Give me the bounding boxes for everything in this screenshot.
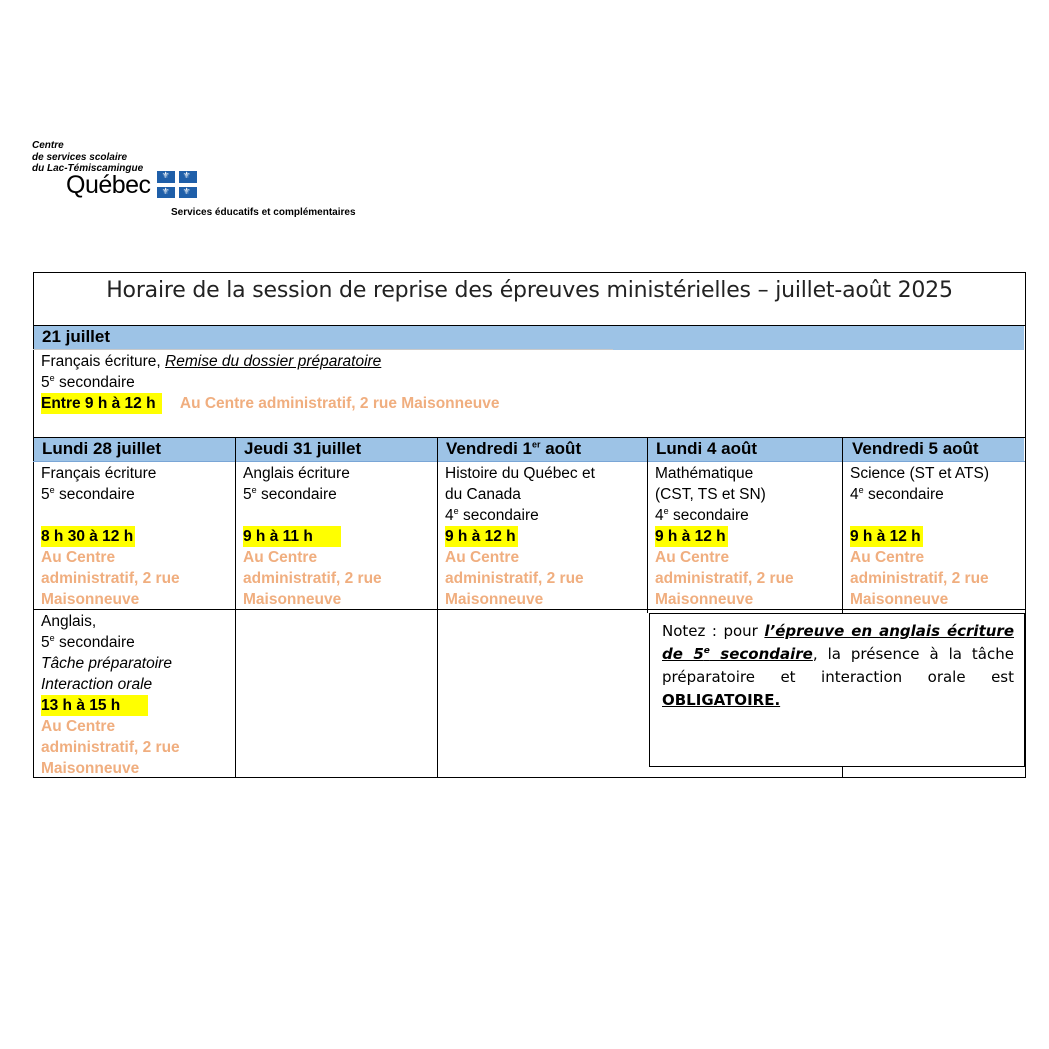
first-day-time: Entre 9 h à 12 h <box>41 393 162 414</box>
exam-subject: Science (ST et ATS) <box>850 465 989 482</box>
day-header-vendredi-1er-aout: Vendredi 1er août <box>446 439 582 458</box>
exam-place-line-2: administratif, 2 rue <box>445 570 584 587</box>
day-header-lundi-4-aout: Lundi 4 août <box>656 439 758 458</box>
exam-subject-line-2: du Canada <box>445 486 521 503</box>
day-header-21-juillet: 21 juillet <box>34 326 1024 350</box>
exam-subject-line-2: (CST, TS et SN) <box>655 486 766 503</box>
exam-subject-line-1: Mathématique <box>655 465 754 482</box>
exam-subject: Anglais écriture <box>243 465 350 482</box>
exam-level: 5e secondaire <box>41 632 135 651</box>
day-header-vendredi-5-aout: Vendredi 5 août <box>852 439 979 458</box>
organization-logo <box>32 140 356 218</box>
note-emphasis: l’épreuve en anglais écriture de 5e secondaire <box>662 622 1014 663</box>
exam-place-line-3: Maisonneuve <box>445 591 544 608</box>
exam-level: 5e secondaire <box>243 484 337 503</box>
exam-place-line-3: Maisonneuve <box>850 591 949 608</box>
exam-place-line-3: Maisonneuve <box>655 591 754 608</box>
exam-time: 9 h à 11 h <box>243 526 341 547</box>
exam-cell-lundi-28-juillet <box>41 463 180 610</box>
exam-cell-vendredi-1er-aout <box>445 463 595 610</box>
exam-place-line-1: Au Centre <box>850 549 925 566</box>
exam-cell-vendredi-5-aout <box>850 463 989 610</box>
exam-task-2: Interaction orale <box>41 676 153 693</box>
exam-place-line-1: Au Centre <box>445 549 520 566</box>
note-lead: Notez : pour <box>662 622 765 640</box>
exam-place-line-3: Maisonneuve <box>41 591 140 608</box>
exam-level: 4e secondaire <box>655 505 749 524</box>
first-day-subject: Français écriture, Remise du dossier préparatoire <box>41 353 382 370</box>
exam-place-line-2: administratif, 2 rue <box>850 570 989 587</box>
exam-cell-jeudi-31-juillet <box>243 463 382 610</box>
exam-place-line-1: Au Centre <box>243 549 318 566</box>
fleur-de-lys-icon: ⚜ <box>161 171 170 181</box>
department-name: Services éducatifs et complémentaires <box>171 207 356 218</box>
exam-subject-line-1: Histoire du Québec et <box>445 465 595 482</box>
exam-time: 9 h à 12 h <box>445 528 516 545</box>
exam-time: 13 h à 15 h <box>41 695 148 716</box>
note-body: , la présence à la tâche préparatoire et interaction orale est <box>662 645 1014 686</box>
day-header-lundi-28-juillet: Lundi 28 juillet <box>42 439 162 458</box>
exam-place-line-3: Maisonneuve <box>41 760 140 777</box>
exam-place-line-1: Au Centre <box>41 549 116 566</box>
org-name <box>32 140 143 175</box>
note-obligatoire: OBLIGATOIRE. <box>662 691 781 709</box>
schedule-title: Horaire de la session de reprise des épreuves ministérielles – juillet-août 2025 <box>106 278 953 303</box>
first-day-cell <box>41 351 499 414</box>
exam-place-line-2: administratif, 2 rue <box>41 739 180 756</box>
exam-place-line-2: administratif, 2 rue <box>243 570 382 587</box>
exam-level: 4e secondaire <box>850 484 944 503</box>
exam-level: 5e secondaire <box>41 484 135 503</box>
exam-place-line-3: Maisonneuve <box>243 591 342 608</box>
org-line-2: de services scolaire <box>32 151 128 163</box>
fleur-de-lys-icon: ⚜ <box>182 187 191 197</box>
first-day-level: 5e secondaire <box>41 372 135 391</box>
exam-task-1: Tâche préparatoire <box>41 655 172 672</box>
exam-subject: Anglais, <box>41 613 97 630</box>
exam-subject: Français écriture <box>41 465 157 482</box>
exam-time: 8 h 30 à 12 h <box>41 528 134 545</box>
fleur-de-lys-icon: ⚜ <box>161 187 170 197</box>
exam-place-line-2: administratif, 2 rue <box>41 570 180 587</box>
exam-level: 4e secondaire <box>445 505 539 524</box>
exam-cell-anglais-oral <box>41 611 180 779</box>
first-day-place: Au Centre administratif, 2 rue Maisonneuve <box>179 395 500 412</box>
obligatory-note <box>649 613 1025 767</box>
exam-time: 9 h à 12 h <box>850 528 921 545</box>
fleur-de-lys-icon: ⚜ <box>182 171 191 181</box>
exam-place-line-1: Au Centre <box>655 549 730 566</box>
quebec-flag-icon <box>157 171 197 198</box>
remise-dossier-label: Remise du dossier préparatoire <box>165 353 382 370</box>
org-line-1: Centre <box>32 140 64 151</box>
exam-place-line-2: administratif, 2 rue <box>655 570 794 587</box>
exam-place-line-1: Au Centre <box>41 718 116 735</box>
exam-cell-lundi-4-aout <box>655 463 794 610</box>
exam-time: 9 h à 12 h <box>655 528 726 545</box>
org-line-3: du Lac-Témiscamingue <box>32 163 144 174</box>
day-header-jeudi-31-juillet: Jeudi 31 juillet <box>244 439 362 458</box>
quebec-wordmark: Québec <box>66 170 151 199</box>
